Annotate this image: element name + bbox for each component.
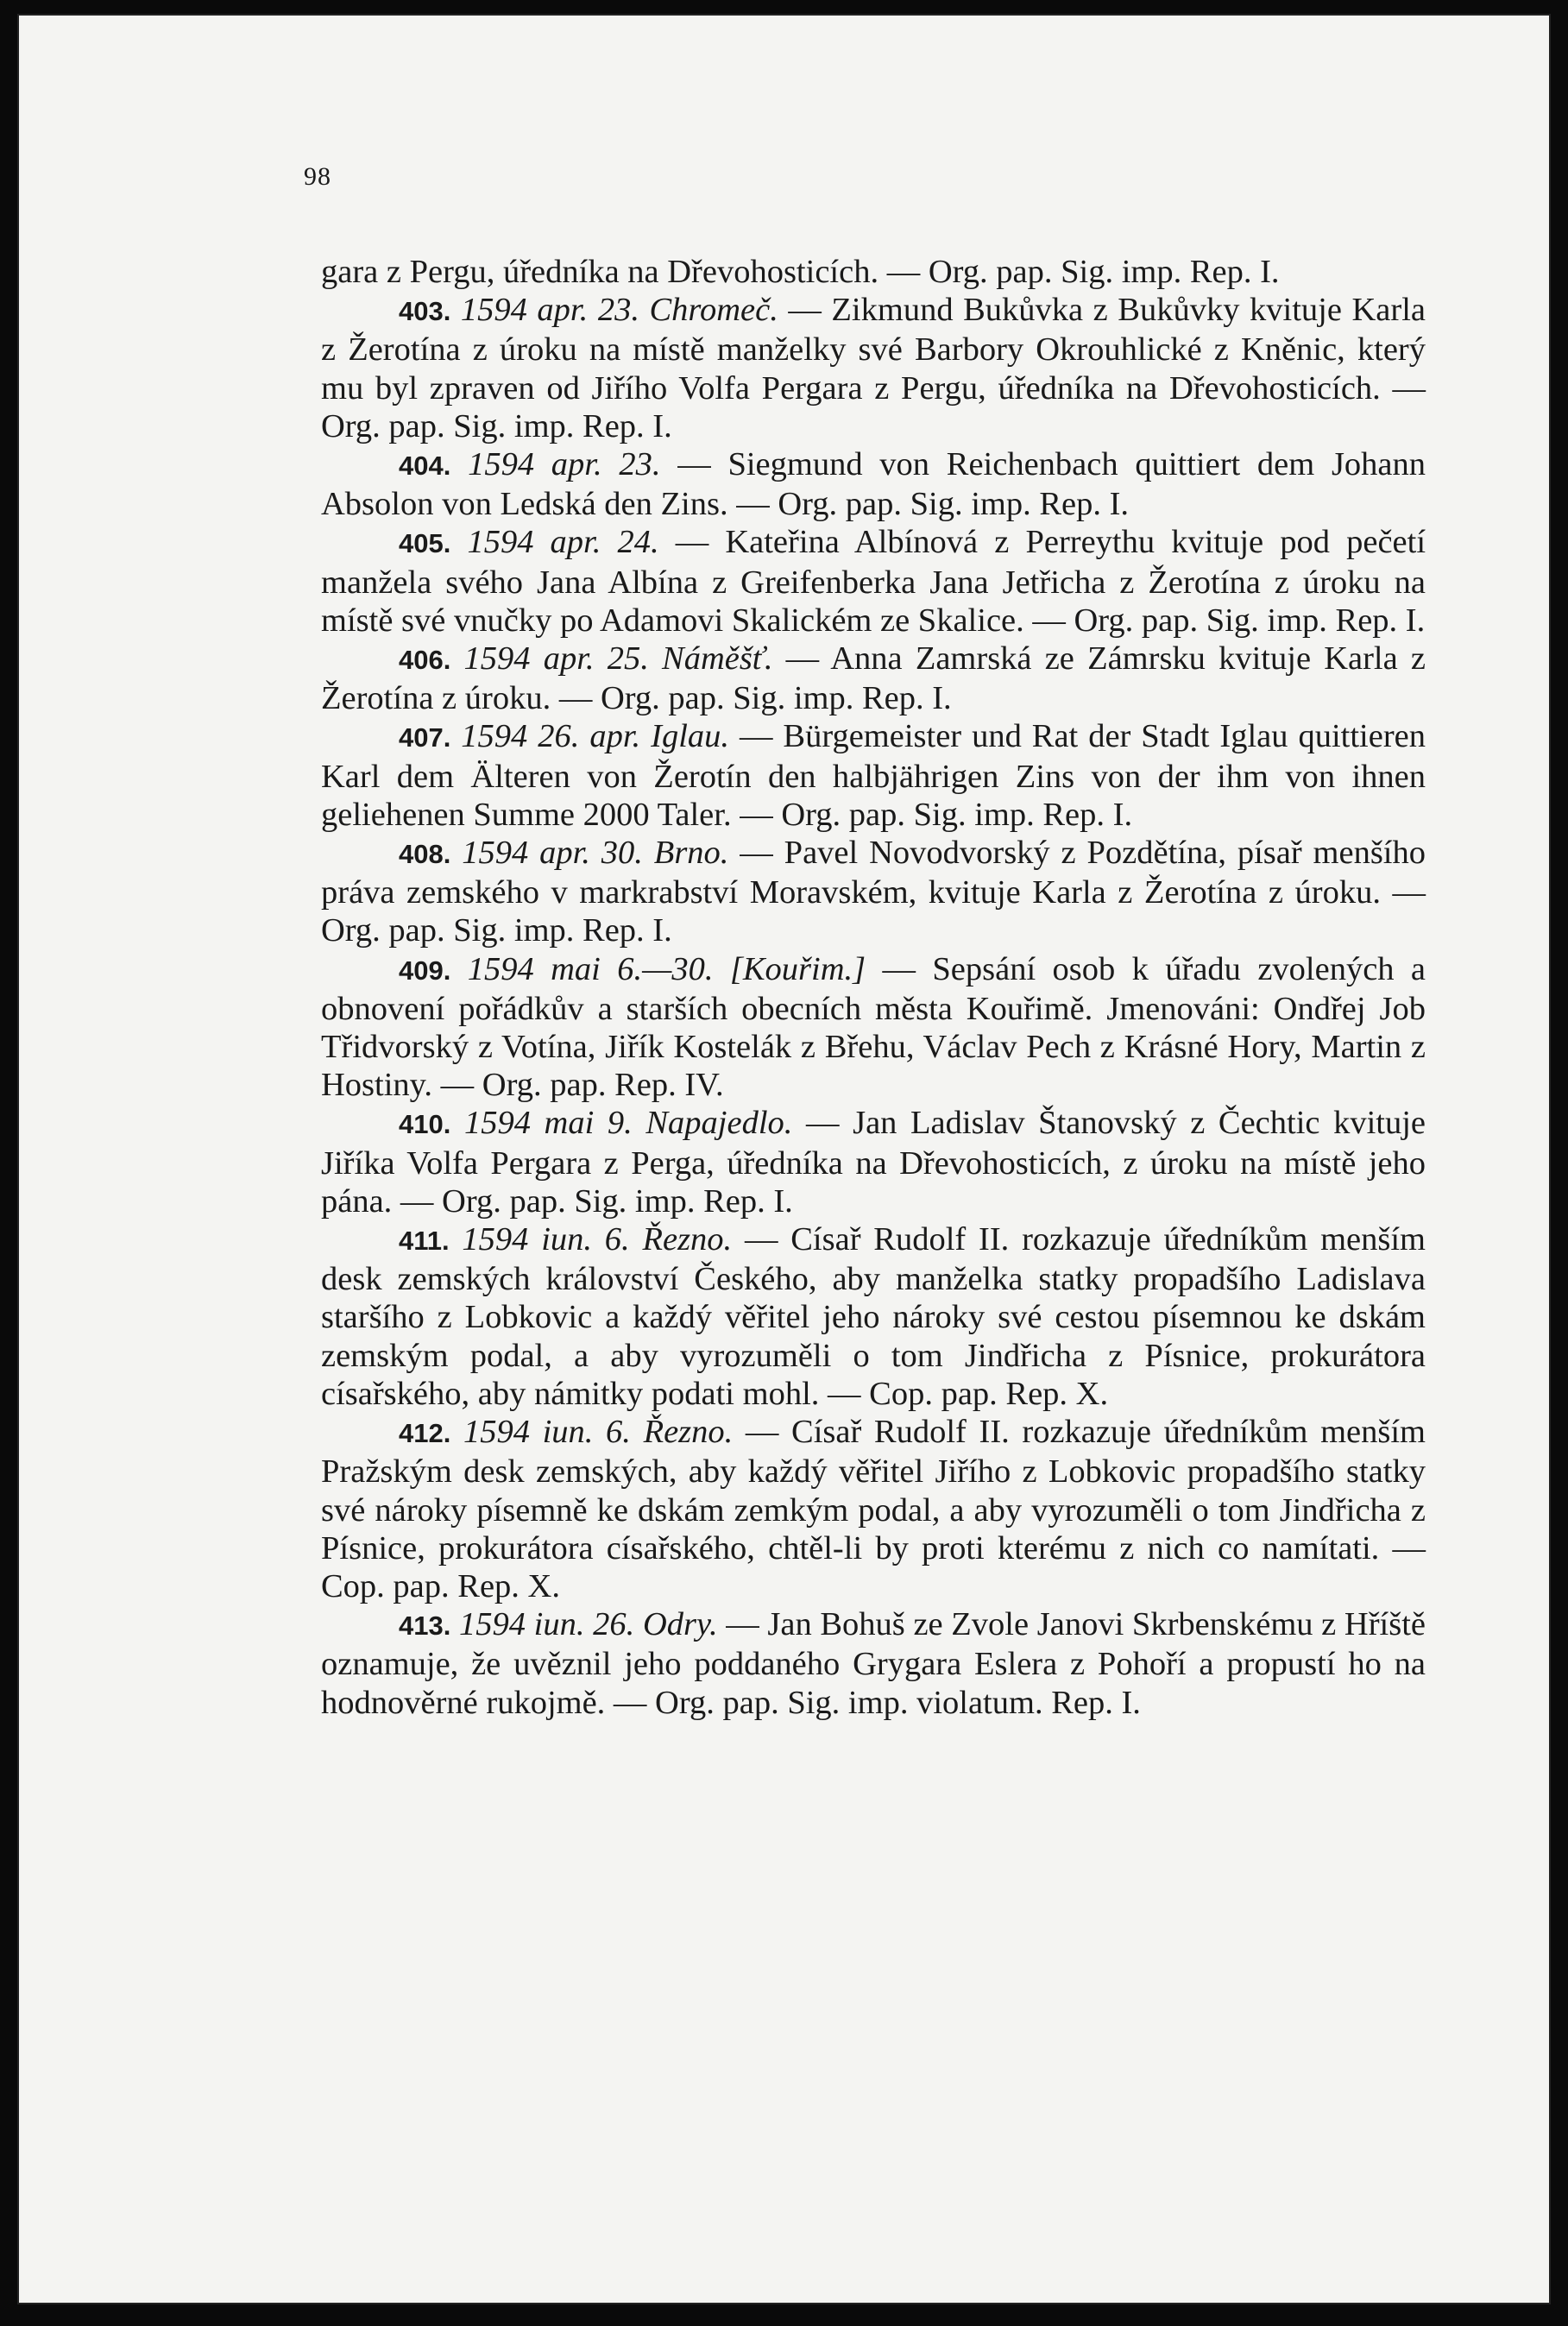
entry-text: — Siegmund von Reichenbach quittiert dem Johann Absolon von Ledská den Zins. — Org. pap. Sig. imp. Rep. I. (321, 446, 1426, 523)
entry-403 (321, 291, 1426, 445)
entry-date: 1594 26. apr. Iglau. (461, 718, 730, 755)
document-page (19, 16, 1549, 2303)
entry-number: 407. (399, 722, 451, 753)
entry-number: 410. (399, 1109, 451, 1140)
entry-date: 1594 iun. 6. Řezno. (462, 1221, 733, 1258)
entry-text: — Jan Ladislav Štanovský z Čechtic kvituje Jiříka Volfa Pergara z Perga, úředníka na Dřevohosticích, z úroku na místě jeho pána. — Org. pap. Sig. imp. Rep. I. (321, 1105, 1426, 1220)
entry-text: — Pavel Novodvorský z Pozdětína, písař menšího práva zemského v markrabství Moravském, kvituje Karla z Žerotína z úroku. — Org. pap. Sig. imp. Rep. I. (321, 835, 1426, 949)
entry-text: — Císař Rudolf II. rozkazuje úředníkům menším Pražským desk zemských, aby každý věřitel Jiřího z Lobkovic propadšího statky své nároky písemně ke dskám zemkým podal, a aby vyrozuměli o tom Jindřicha z Písnice, prokurátora císařského, chtěl-li by proti kterému z nich co namítati. — Cop. pap. Rep. X. (321, 1414, 1426, 1604)
entry-410 (321, 1104, 1426, 1220)
entry-408 (321, 834, 1426, 950)
entry-date: 1594 apr. 25. Náměšť. (463, 640, 773, 678)
entry-text: — Bürgemeister und Rat der Stadt Iglau quittieren Karl dem Älteren von Žerotín den halbjährigen Zins von der ihm von ihnen geliehenen Summe 2000 Taler. — Org. pap. Sig. imp. Rep. I. (321, 718, 1426, 833)
entry-text: — Sepsání osob k úřadu zvolených a obnovení pořádkův a starších obecních města Kouřimě. Jmenováni: Ondřej Job Třidvorský z Votína, Jiřík Kostelák z Břehu, Václav Pech z Krásné Hory, Martin z Hostiny. — Org. pap. Rep. IV. (321, 950, 1426, 1104)
page-number: 98 (304, 162, 331, 191)
entry-413 (321, 1605, 1426, 1722)
entry-date: 1594 apr. 24. (467, 524, 659, 561)
entry-405 (321, 523, 1426, 640)
entry-number: 408. (399, 839, 451, 870)
entry-number: 411. (399, 1226, 450, 1257)
entry-number: 406. (399, 645, 451, 676)
entry-date: 1594 apr. 23. Chromeč. (460, 292, 778, 329)
entry-number: 412. (399, 1418, 451, 1449)
entry-409 (321, 950, 1426, 1105)
entry-407 (321, 717, 1426, 834)
entry-number: 405. (399, 528, 451, 559)
entry-text: — Kateřina Albínová z Perreythu kvituje pod pečetí manžela svého Jana Albína z Greifenberka Jana Jetřicha z Žerotína z úroku na místě své vnučky po Adamovi Skalickém ze Skalice. — Org. pap. Sig. imp. Rep. I. (321, 524, 1426, 639)
entry-date: 1594 iun. 26. Odry. (459, 1606, 718, 1643)
entry-text: — Anna Zamrská ze Zámrsku kvituje Karla z Žerotína z úroku. — Org. pap. Sig. imp. Rep. I. (321, 640, 1426, 717)
entry-412 (321, 1413, 1426, 1605)
entry-404 (321, 445, 1426, 523)
continuation-paragraph: gara z Pergu, úředníka na Dřevohosticích. — Org. pap. Sig. imp. Rep. I. (321, 254, 1280, 290)
entry-411 (321, 1220, 1426, 1413)
register-text (321, 253, 1426, 1722)
entry-number: 409. (399, 955, 451, 986)
entry-number: 404. (399, 451, 451, 482)
entry-text: — Jan Bohuš ze Zvole Janovi Skrbenskému z Hříště oznamuje, že uvěznil jeho poddaného Grygara Eslera z Pohoří a propustí ho na hodnověrné rukojmě. — Org. pap. Sig. imp. violatum. Rep. I. (321, 1606, 1426, 1721)
entry-date: 1594 iun. 6. Řezno. (463, 1414, 734, 1451)
entry-date: 1594 mai 9. Napajedlo. (463, 1105, 793, 1142)
entry-date: 1594 apr. 23. (468, 446, 661, 483)
entry-text: — Císař Rudolf II. rozkazuje úředníkům menším desk zemských království Českého, aby manželka statky propadšího Ladislava staršího z Lobkovic a každý věřitel jeho nároky své cestou písemnou ke dskám zemským podal, a aby vyrozuměli o tom Jindřicha z Písnice, prokurátora císařského, aby námitky podati mohl. — Cop. pap. Rep. X. (321, 1221, 1426, 1412)
entry-date: 1594 apr. 30. Brno. (462, 835, 729, 872)
entry-number: 413. (399, 1611, 451, 1642)
entry-date: 1594 mai 6.—30. [Kouřim.] (467, 950, 866, 987)
entry-text: — Zikmund Bukůvka z Bukůvky kvituje Karla z Žerotína z úroku na místě manželky své Barbory Okrouhlické z Kněnic, který mu byl zpraven od Jiřího Volfa Pergara z Pergu, úředníka na Dřevohosticích. — Org. pap. Sig. imp. Rep. I. (321, 292, 1426, 444)
entry-406 (321, 640, 1426, 717)
entry-number: 403. (399, 296, 451, 327)
